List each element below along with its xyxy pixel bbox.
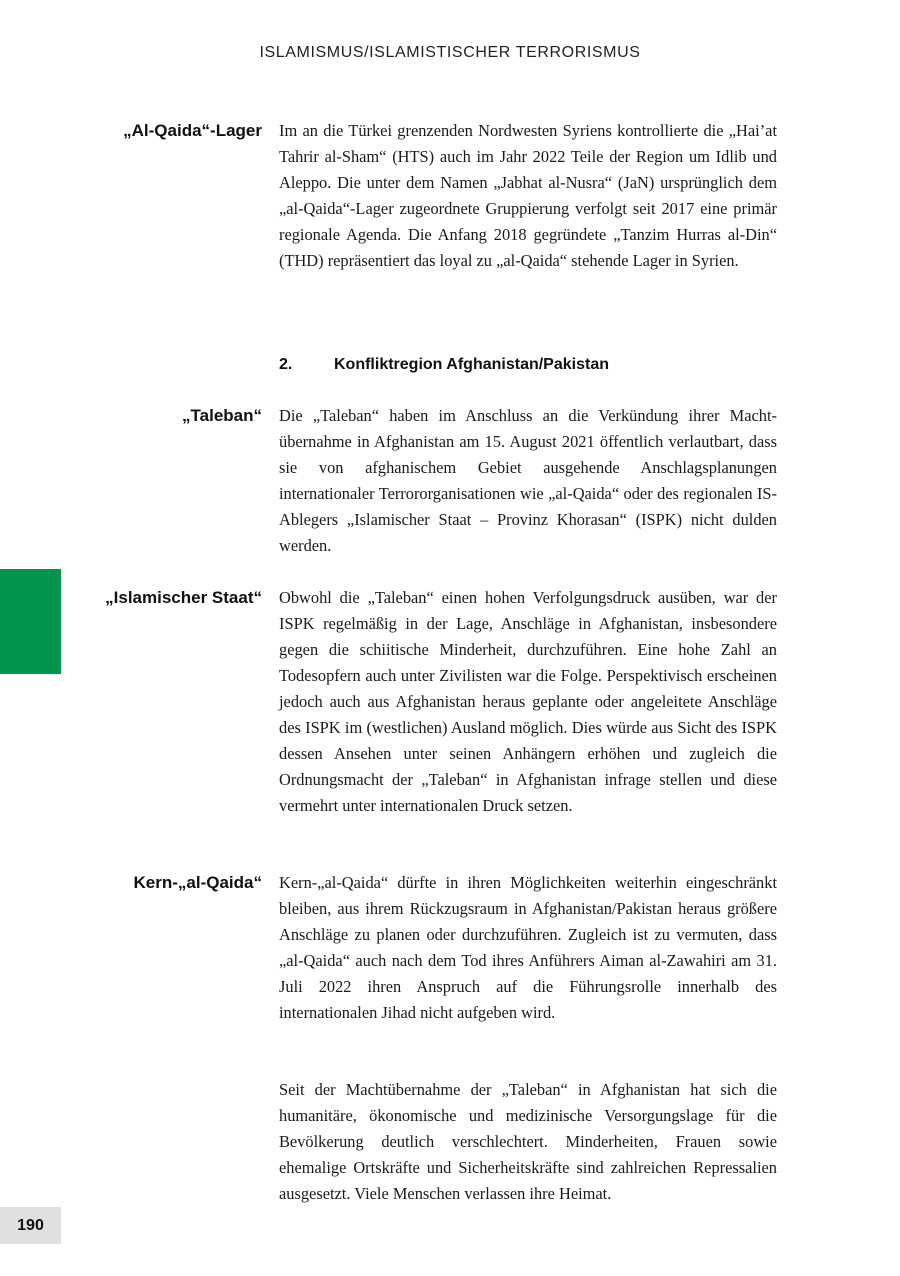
paragraph-kern-al-qaida: Kern-„al-Qaida“ dürfte in ihren Möglichkeiten weiterhin eingeschränkt bleiben, aus ihrem Rückzugsraum in Afghanistan/Pakistan heraus größere Anschläge zu planen oder durchzuführen. Zugleich ist zu vermuten, dass „al-Qaida“ auch nach dem Tod ihres Anführers Aiman al-Zawahiri am 31. Juli 2022 ihren Anspruch auf die Führungsrolle innerhalb des internationalen Jihad nicht aufgeben wird. xyxy=(279,873,777,1022)
margin-label-al-qaida-lager: „Al-Qaida“-Lager xyxy=(123,121,262,140)
running-header: ISLAMISMUS/ISLAMISTISCHER TERRORISMUS xyxy=(259,44,641,61)
section-title: Konfliktregion Afghanistan/Pakistan xyxy=(334,356,609,373)
section-number: 2. xyxy=(279,356,293,373)
paragraph-islamischer-staat: Obwohl die „Taleban“ einen hohen Verfolgungsdruck ausüben, war der ISPK regelmäßig in der Lage, Anschläge in Afghanistan, insbesondere gegen die schiitische Minderheit, durchzuführen. Eine hohe Zahl an Todesopfern auch unter Zivilisten war die Folge. Perspektivisch erscheinen jedoch auch aus Afghanistan heraus geplante oder angeleitete Anschläge des ISPK im (westlichen) Ausland möglich. Dies würde aus Sicht des ISPK dessen Ansehen unter seinen Anhängern erhöhen und zugleich die Ordnungsmacht der „Taleban“ in Afghanistan infrage stellen und diese vermehrt unter internationalen Druck setzen. xyxy=(279,588,777,815)
section-heading xyxy=(279,352,777,378)
margin-label-islamischer-staat: „Islamischer Staat“ xyxy=(105,588,262,607)
paragraph-humanitarian-situation: Seit der Machtübernahme der „Taleban“ in Afghanistan hat sich die humanitäre, ökonomische und medizinische Versorgungslage für die Bevölkerung deutlich verschlechtert. Minderheiten, Frauen sowie ehemalige Ortskräfte und Sicherheitskräfte sind zahlreichen Repressalien ausgesetzt. Viele Menschen verlassen ihre Heimat. xyxy=(279,1080,777,1203)
paragraph-taleban: Die „Taleban“ haben im Anschluss an die Verkündung ihrer Machtübernahme in Afghanistan am 15. August 2021 öffentlich verlautbart, dass sie von afghanischem Gebiet ausgehende Anschlagsplanungen internationaler Terrororganisationen wie „al-Qaida“ oder des regionalen IS-Ablegers „Islamischer Staat – Provinz Khorasan“ (ISPK) nicht dulden werden. xyxy=(279,406,777,555)
paragraph-al-qaida-lager: Im an die Türkei grenzenden Nordwesten Syriens kontrollierte die „Hai’at Tahrir al-Sham“ (HTS) auch im Jahr 2022 Teile der Region um Idlib und Aleppo. Die unter dem Namen „Jabhat al-Nusra“ (JaN) ursprünglich dem „al-Qaida“-Lager zugeordnete Gruppierung verfolgt seit 2017 eine primär regionale Agenda. Die Anfang 2018 gegründete „Tanzim Hurras al-Din“ (THD) repräsentiert das loyal zu „al-Qaida“ stehende Lager in Syrien. xyxy=(279,121,777,270)
page-number: 190 xyxy=(0,1207,61,1244)
chapter-tab-marker xyxy=(0,569,61,674)
margin-label-taleban: „Taleban“ xyxy=(182,406,262,425)
margin-label-kern-al-qaida: Kern-„al-Qaida“ xyxy=(133,873,262,892)
